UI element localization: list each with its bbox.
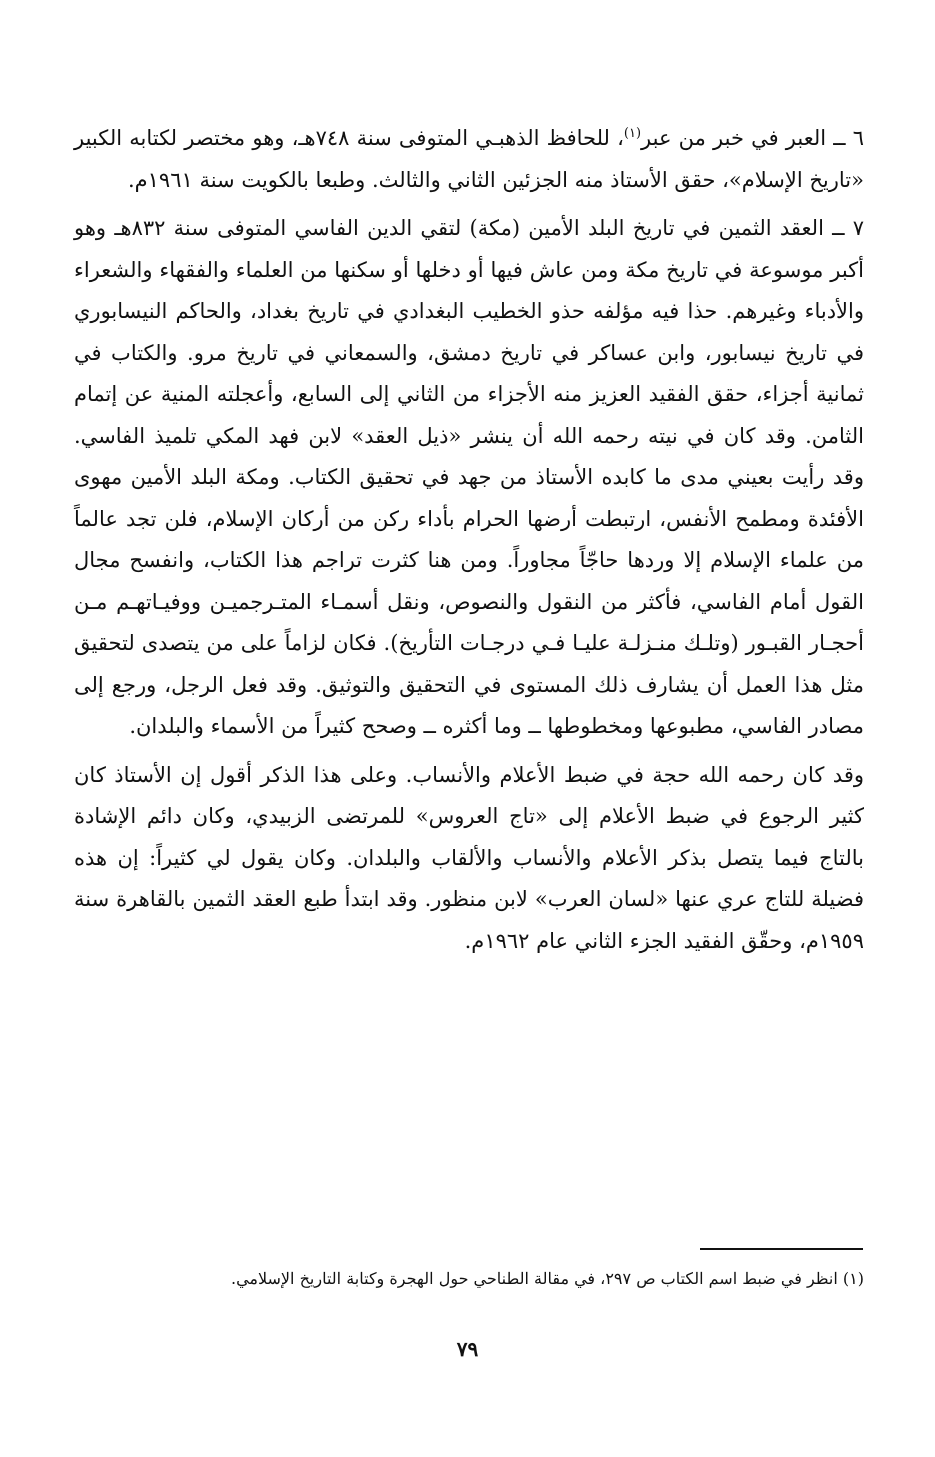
page-number: ٧٩ (456, 1337, 479, 1361)
paragraph-6-text-end: ، للحافظ الذهبـي المتوفى سنة ٧٤٨هـ، وهو مختصر لكتابه الكبير «تاريخ الإسلام»، حقق الأستاذ منه الجزئين الثاني والثالث. وطبعا بالكويت سنة ١٩٦١م. (74, 126, 864, 192)
paragraph-item-7: ٧ ــ العقد الثمين في تاريخ البلد الأمين (مكة) لتقي الدين الفاسي المتوفى سنة ٨٣٢هـ وهو أكبر موسوعة في تاريخ مكة ومن عاش فيها أو دخلها أو سكنها من العلماء والفقهاء والشعراء والأدباء وغيرهم. حذا فيه مؤلفه حذو الخطيب البغدادي في تاريخ بغداد، والحاكم النيسابوري في تاريخ نيسابور، وابن عساكر في تاريخ دمشق، والسمعاني في تاريخ مرو. والكتاب في ثمانية أجزاء، حقق الفقيد العزيز منه الأجزاء من الثاني إلى السابع، وأعجلته المنية عن إتمام الثامن. وقد كان في نيته رحمه الله أن ينشر «ذيل العقد» لابن فهد المكي تلميذ الفاسي. وقد رأيت بعيني مدى ما كابده الأستاذ من جهد في تحقيق الكتاب. ومكة البلد الأمين مهوى الأفئدة ومطمح الأنفس، ارتبطت أرضها الحرام بأداء ركن من أركان الإسلام، فلن تجد عالماً من علماء الإسلام إلا وردها حاجّاً مجاوراً. ومن هنا كثرت تراجم هذا الكتاب، وانفسح مجال القول أمام الفاسي، فأكثر من النقول والنصوص، ونقل أسمـاء المتـرجميـن ووفيـاتهـم مـن أحجـار القبـور (وتلـك منـزلـة عليـا فـي درجـات التأريخ). فكان لزاماً على من يتصدى لتحقيق مثل هذا العمل أن يشارف ذلك المستوى في التحقيق والتوثيق. وقد فعل الرجل، ورجع إلى مصادر الفاسي، مطبوعها ومخطوطها ــ وما أكثره ــ وصحح كثيراً من الأسماء والبلدان. (74, 216, 865, 738)
paragraph-6-text-start: ٦ ــ العبر في خبر من عبر (641, 126, 864, 150)
footnote-reference: (١) (623, 126, 642, 141)
paragraph-item-6 (74, 118, 864, 201)
paragraph-names-precision: وقد كان رحمه الله حجة في ضبط الأعلام والأنساب. وعلى هذا الذكر أقول إن الأستاذ كان كثير الرجوع في ضبط الأعلام إلى «تاج العروس» للمرتضى الزبيدي، وكان دائم الإشادة بالتاج فيما يتصل بذكر الأعلام والأنساب والألقاب والبلدان. وكان يقول لي كثيراً: إن هذه فضيلة للتاج عري عنها «لسان العرب» لابن منظور. وقد ابتدأ طبع العقد الثمين بالقاهرة سنة ١٩٥٩م، وحقّق الفقيد الجزء الثاني عام ١٩٦٢م. (74, 762, 864, 953)
main-text (74, 118, 864, 962)
footnote: (١) انظر في ضبط اسم الكتاب ص ٢٩٧، في مقالة الطناحي حول الهجرة وكتابة التاريخ الإسلامي. (230, 1269, 864, 1288)
footnote-divider (700, 1248, 863, 1250)
